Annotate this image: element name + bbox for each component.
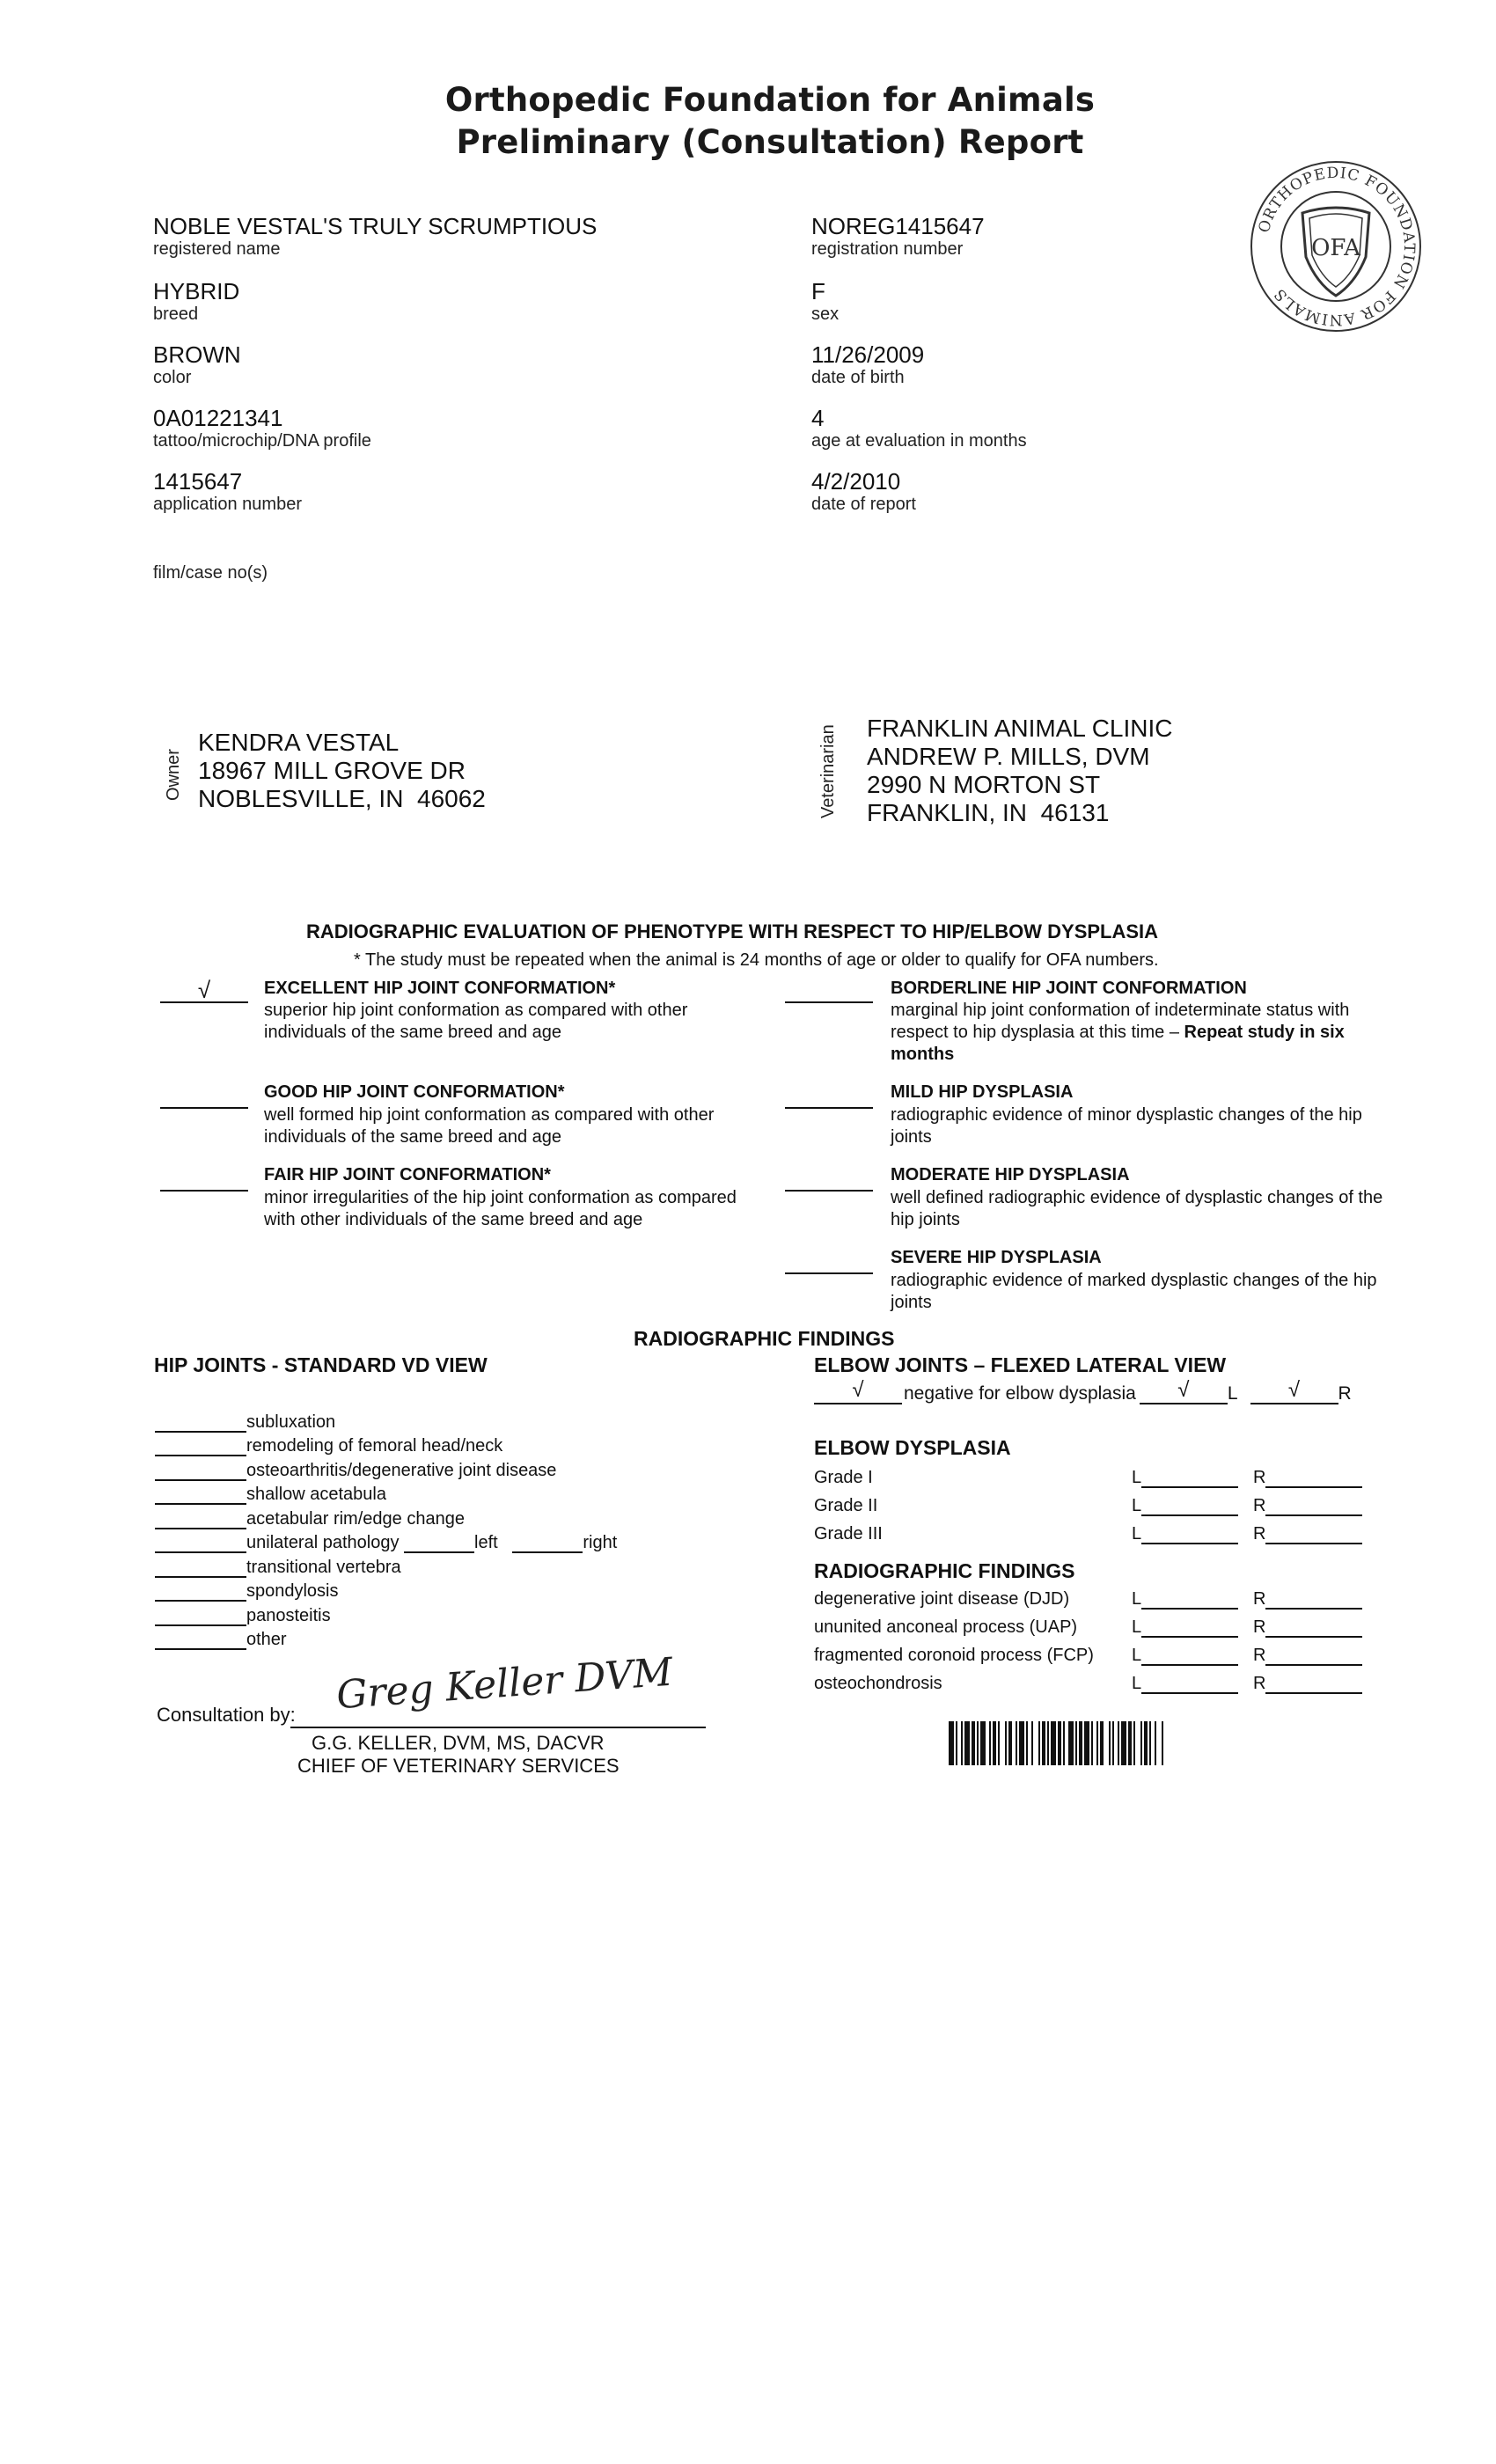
severe-title: SEVERE HIP DYSPLASIA	[891, 1248, 1102, 1267]
hip-item-rim-change[interactable]	[155, 1505, 617, 1529]
grade-2-left[interactable]	[1132, 1496, 1238, 1516]
hip-item-blank[interactable]	[155, 1631, 246, 1650]
right-label: R	[1253, 1617, 1266, 1637]
left-blank[interactable]	[1141, 1590, 1238, 1610]
barcode-bar	[1084, 1721, 1089, 1765]
signature-image: Greg Keller DVM	[334, 1649, 674, 1719]
djd-left[interactable]	[1132, 1589, 1238, 1610]
elbow-negative-check[interactable]: √	[814, 1380, 902, 1404]
hip-item-label: shallow acetabula	[246, 1485, 386, 1504]
elbow-negative-row	[814, 1380, 1352, 1404]
uap-left[interactable]	[1132, 1617, 1238, 1638]
right-label: R	[1253, 1674, 1266, 1693]
fcp-left[interactable]	[1132, 1646, 1238, 1666]
barcode-bar	[1038, 1721, 1040, 1765]
barcode-bar	[1149, 1721, 1151, 1765]
barcode-bar	[1128, 1721, 1132, 1765]
barcode-bar	[956, 1721, 957, 1765]
barcode-bar	[1096, 1721, 1098, 1765]
application-number-value: 1415647	[153, 468, 243, 495]
registration-number-label: registration number	[811, 239, 964, 259]
mild-checkbox[interactable]	[785, 1086, 873, 1109]
elbow-findings-heading: RADIOGRAPHIC FINDINGS	[814, 1559, 1075, 1582]
right-blank[interactable]	[1265, 1675, 1362, 1694]
registered-name-value: NOBLE VESTAL'S TRULY SCRUMPTIOUS	[153, 213, 598, 239]
barcode-bar	[1031, 1721, 1033, 1765]
ofa-seal-icon	[1248, 158, 1424, 334]
evaluation-heading: RADIOGRAPHIC EVALUATION OF PHENOTYPE WITH RESPECT TO HIP/ELBOW DYSPLASIA	[306, 920, 1159, 942]
vet-clinic: FRANKLIN ANIMAL CLINIC	[867, 715, 1173, 742]
barcode-bar	[1079, 1721, 1082, 1765]
registration-number-value: NOREG1415647	[811, 213, 985, 239]
excellent-title: EXCELLENT HIP JOINT CONFORMATION*	[264, 979, 616, 998]
moderate-title: MODERATE HIP DYSPLASIA	[891, 1165, 1130, 1184]
signer-name: G.G. KELLER, DVM, MS, DACVR	[312, 1732, 605, 1754]
right-label: R	[1253, 1524, 1266, 1544]
seal-center-text: OFA	[1311, 235, 1360, 261]
elbow-dysplasia-heading: ELBOW DYSPLASIA	[814, 1436, 1011, 1459]
barcode-bar	[1051, 1721, 1056, 1765]
hip-item-blank[interactable]	[155, 1437, 246, 1456]
veterinarian-label: Veterinarian	[818, 724, 838, 818]
left-blank[interactable]	[1141, 1525, 1238, 1544]
ocd-label: osteochondrosis	[814, 1674, 942, 1693]
hip-item-osteoarthritis[interactable]	[155, 1456, 617, 1481]
hip-item-subluxation[interactable]	[155, 1408, 617, 1433]
sex-value: F	[811, 278, 825, 304]
barcode-bar	[980, 1721, 986, 1765]
signature-line	[290, 1727, 706, 1728]
barcode-bar	[1058, 1721, 1061, 1765]
borderline-title: BORDERLINE HIP JOINT CONFORMATION	[891, 979, 1247, 998]
right-blank[interactable]	[1265, 1497, 1362, 1516]
right-label: R	[1253, 1496, 1266, 1515]
hip-item-blank[interactable]	[155, 1510, 246, 1529]
unilateral-right-label: right	[583, 1533, 618, 1552]
moderate-checkbox[interactable]	[785, 1169, 873, 1192]
dob-label: date of birth	[811, 368, 905, 387]
barcode-bar	[1047, 1721, 1049, 1765]
hip-item-blank[interactable]	[155, 1485, 246, 1505]
film-case-label: film/case no(s)	[153, 563, 268, 583]
owner-street: 18967 MILL GROVE DR	[198, 757, 466, 784]
left-blank[interactable]	[1141, 1675, 1238, 1694]
evaluation-note: * The study must be repeated when the animal is 24 months of age or older to qualify for OFA numbers.	[354, 950, 1159, 970]
good-title: GOOD HIP JOINT CONFORMATION*	[264, 1082, 565, 1102]
barcode-bar	[1075, 1721, 1077, 1765]
barcode-icon	[949, 1721, 1287, 1765]
good-checkbox[interactable]	[160, 1086, 248, 1109]
barcode-bar	[964, 1721, 970, 1765]
hip-item-label: panosteitis	[246, 1605, 331, 1625]
grade-3-label: Grade III	[814, 1524, 883, 1544]
elbow-left-label: L	[1227, 1383, 1238, 1404]
borderline-checkbox[interactable]	[785, 980, 873, 1003]
djd-right[interactable]	[1253, 1589, 1362, 1610]
right-label: R	[1253, 1589, 1266, 1609]
grade-2-label: Grade II	[814, 1496, 878, 1515]
left-label: L	[1132, 1524, 1142, 1544]
barcode-bar	[1144, 1721, 1148, 1765]
barcode-bar	[1162, 1721, 1163, 1765]
barcode-bar	[1121, 1721, 1126, 1765]
left-label: L	[1132, 1617, 1142, 1637]
barcode-bar	[1109, 1721, 1111, 1765]
hip-item-blank[interactable]	[155, 1462, 246, 1481]
hip-item-transitional[interactable]	[155, 1553, 617, 1578]
right-blank[interactable]	[1265, 1469, 1362, 1488]
barcode-bar	[1016, 1721, 1017, 1765]
hip-item-label: subluxation	[246, 1412, 336, 1432]
grade-1-right[interactable]	[1253, 1468, 1362, 1488]
mild-title: MILD HIP DYSPLASIA	[891, 1082, 1074, 1102]
fair-desc: minor irregularities of the hip joint conformation as compared with other individuals of the same breed and age	[264, 1188, 737, 1229]
severe-checkbox[interactable]	[785, 1251, 873, 1274]
hip-item-unilateral[interactable]	[155, 1529, 617, 1554]
barcode-bar	[1100, 1721, 1104, 1765]
right-blank[interactable]	[1265, 1618, 1362, 1638]
left-label: L	[1132, 1589, 1142, 1609]
right-blank[interactable]	[1265, 1646, 1362, 1666]
borderline-desc-text: marginal hip joint conformation of indeterminate status with respect to hip dysplasia at this time –	[891, 1001, 1350, 1042]
vet-city: FRANKLIN, IN 46131	[867, 799, 1110, 826]
breed-label: breed	[153, 304, 199, 324]
excellent-checkbox[interactable]: √	[160, 980, 248, 1003]
hip-item-spondylosis[interactable]	[155, 1578, 617, 1602]
vet-doctor: ANDREW P. MILLS, DVM	[867, 743, 1150, 770]
ocd-right[interactable]	[1253, 1674, 1362, 1694]
barcode-bar	[1133, 1721, 1135, 1765]
grade-1-left[interactable]	[1132, 1468, 1238, 1488]
fair-checkbox[interactable]	[160, 1169, 248, 1192]
hip-heading: HIP JOINTS - STANDARD VD VIEW	[154, 1353, 488, 1376]
seal-ring-text: ORTHOPEDIC FOUNDATION FOR ANIMALS	[1255, 164, 1419, 329]
left-blank[interactable]	[1141, 1618, 1238, 1638]
right-label: R	[1253, 1468, 1266, 1487]
color-label: color	[153, 368, 192, 387]
hip-item-blank[interactable]	[155, 1607, 246, 1626]
hip-item-label: transitional vertebra	[246, 1557, 401, 1577]
hip-item-other[interactable]	[155, 1626, 617, 1651]
djd-label: degenerative joint disease (DJD)	[814, 1589, 1070, 1609]
hip-item-label: acetabular rim/edge change	[246, 1508, 465, 1529]
right-blank[interactable]	[1265, 1590, 1362, 1610]
owner-name: KENDRA VESTAL	[198, 729, 400, 756]
barcode-bar	[1019, 1721, 1024, 1765]
left-blank[interactable]	[1141, 1497, 1238, 1516]
left-label: L	[1132, 1646, 1142, 1665]
hip-item-blank[interactable]	[155, 1558, 246, 1578]
findings-heading: RADIOGRAPHIC FINDINGS	[634, 1327, 895, 1350]
left-blank[interactable]	[1141, 1646, 1238, 1666]
borderline-desc	[891, 1000, 1383, 1066]
barcode-bar	[998, 1721, 1000, 1765]
severe-desc: radiographic evidence of marked dysplastic changes of the hip joints	[891, 1271, 1377, 1312]
fair-title: FAIR HIP JOINT CONFORMATION*	[264, 1165, 551, 1184]
microchip-label: tattoo/microchip/DNA profile	[153, 431, 371, 451]
barcode-bar	[1008, 1721, 1012, 1765]
barcode-bar	[949, 1721, 954, 1765]
left-blank[interactable]	[1141, 1469, 1238, 1488]
report-title: Preliminary (Consultation) Report	[456, 123, 1084, 161]
right-blank[interactable]	[1265, 1525, 1362, 1544]
hip-findings-list	[155, 1408, 617, 1650]
left-label: L	[1132, 1674, 1142, 1693]
grade-1-label: Grade I	[814, 1468, 873, 1487]
report-date-label: date of report	[811, 495, 916, 514]
elbow-right-label: R	[1338, 1383, 1352, 1404]
barcode-bar	[1005, 1721, 1007, 1765]
barcode-bar	[977, 1721, 979, 1765]
left-label: L	[1132, 1496, 1142, 1515]
barcode-bar	[1042, 1721, 1045, 1765]
elbow-negative-label: negative for elbow dysplasia	[904, 1383, 1136, 1404]
uap-right[interactable]	[1253, 1617, 1362, 1638]
barcode-bar	[1118, 1721, 1119, 1765]
barcode-bar	[1112, 1721, 1114, 1765]
hip-item-blank[interactable]	[155, 1534, 246, 1553]
unilateral-right-blank[interactable]	[512, 1534, 583, 1553]
barcode-bar	[993, 1721, 996, 1765]
hip-item-panosteitis[interactable]	[155, 1602, 617, 1626]
breed-value: HYBRID	[153, 278, 240, 304]
age-label: age at evaluation in months	[811, 431, 1027, 451]
barcode-bar	[1068, 1721, 1074, 1765]
barcode-bar	[1091, 1721, 1093, 1765]
hip-item-remodeling[interactable]	[155, 1433, 617, 1457]
barcode-bar	[1140, 1721, 1142, 1765]
grade-3-right[interactable]	[1253, 1524, 1362, 1544]
owner-city: NOBLESVILLE, IN 46062	[198, 785, 486, 812]
elbow-left-check[interactable]: √	[1140, 1380, 1228, 1404]
fcp-label: fragmented coronoid process (FCP)	[814, 1646, 1094, 1665]
hip-item-label: spondylosis	[246, 1581, 339, 1601]
microchip-value: 0A01221341	[153, 405, 283, 431]
barcode-bar	[989, 1721, 991, 1765]
good-desc: well formed hip joint conformation as compared with other individuals of the same breed and age	[264, 1105, 715, 1147]
grade-3-left[interactable]	[1132, 1524, 1238, 1544]
signer-title: CHIEF OF VETERINARY SERVICES	[297, 1755, 620, 1777]
right-label: R	[1253, 1646, 1266, 1665]
barcode-bar	[961, 1721, 963, 1765]
hip-item-blank[interactable]	[155, 1413, 246, 1433]
barcode-bar	[972, 1721, 975, 1765]
age-value: 4	[811, 405, 825, 431]
hip-item-shallow-acetabula[interactable]	[155, 1481, 617, 1506]
hip-item-label: remodeling of femoral head/neck	[246, 1436, 503, 1456]
excellent-desc: superior hip joint conformation as compared with other individuals of the same breed and age	[264, 1001, 688, 1042]
left-label: L	[1132, 1468, 1142, 1487]
barcode-bar	[1063, 1721, 1065, 1765]
owner-label: Owner	[164, 749, 183, 801]
hip-item-blank[interactable]	[155, 1582, 246, 1602]
application-number-label: application number	[153, 495, 302, 514]
dob-value: 11/26/2009	[811, 341, 925, 368]
registered-name-label: registered name	[153, 239, 281, 259]
grade-2-right[interactable]	[1253, 1496, 1362, 1516]
barcode-bar	[1026, 1721, 1028, 1765]
unilateral-left-label: left	[474, 1533, 498, 1552]
vet-street: 2990 N MORTON ST	[867, 771, 1101, 798]
consultation-label: Consultation by:	[157, 1704, 296, 1726]
elbow-heading: ELBOW JOINTS – FLEXED LATERAL VIEW	[814, 1353, 1227, 1376]
barcode-bar	[1155, 1721, 1156, 1765]
ocd-left[interactable]	[1132, 1674, 1238, 1694]
fcp-right[interactable]	[1253, 1646, 1362, 1666]
mild-desc: radiographic evidence of minor dysplastic changes of the hip joints	[891, 1105, 1362, 1147]
hip-item-label: osteoarthritis/degenerative joint disease	[246, 1460, 557, 1480]
elbow-right-check[interactable]: √	[1250, 1380, 1338, 1404]
sex-label: sex	[811, 304, 840, 324]
org-title: Orthopedic Foundation for Animals	[444, 81, 1096, 119]
hip-item-label: other	[246, 1630, 287, 1649]
uap-label: ununited anconeal process (UAP)	[814, 1617, 1078, 1637]
unilateral-left-blank[interactable]	[404, 1534, 474, 1553]
report-date-value: 4/2/2010	[811, 468, 901, 495]
hip-item-label: unilateral pathology	[246, 1533, 400, 1552]
moderate-desc: well defined radiographic evidence of dysplastic changes of the hip joints	[891, 1188, 1383, 1229]
color-value: BROWN	[153, 341, 241, 368]
borderline-repeat-note: Repeat study in six months	[891, 1023, 1345, 1064]
